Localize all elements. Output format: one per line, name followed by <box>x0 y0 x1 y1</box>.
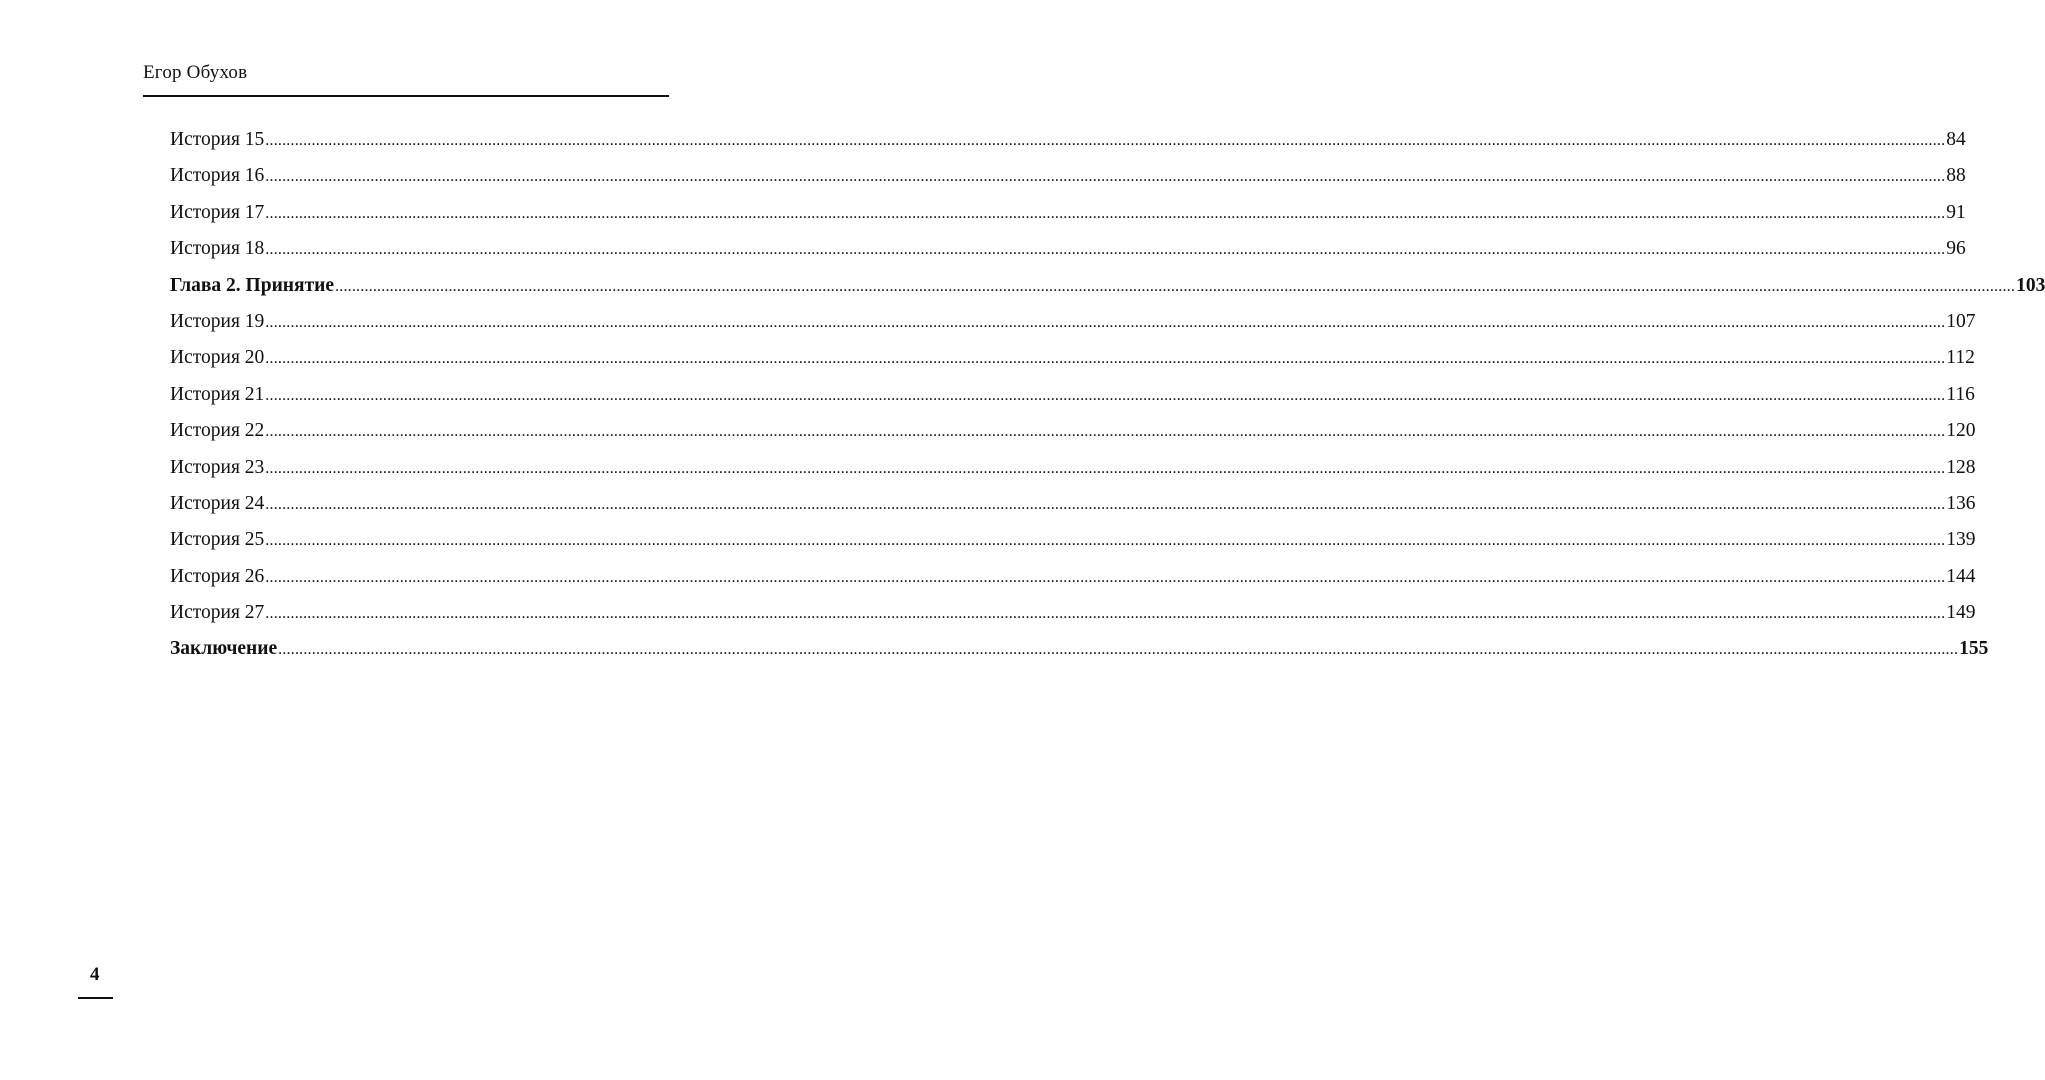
toc-entry <box>170 268 2045 304</box>
toc-entry-title: История 26 <box>170 565 265 587</box>
toc-leader-dots: ................................................................................................................................................................................................................................................................................................................................................................................................................ <box>278 641 1959 659</box>
toc-leader-dots: ................................................................................................................................................................................................................................................................................................................................................................................................................ <box>265 568 1946 586</box>
toc-entry <box>170 231 1966 267</box>
toc-entry-page: 149 <box>1946 602 1976 624</box>
toc-entry-page: 144 <box>1946 565 1976 587</box>
toc-entry <box>170 304 1976 340</box>
toc-entry-title: История 19 <box>170 310 265 332</box>
toc-entry-page: 112 <box>1946 347 1975 369</box>
toc-entry <box>170 450 1976 486</box>
toc-entry-page: 139 <box>1946 529 1976 551</box>
page-number: 4 <box>90 964 100 985</box>
toc-leader-dots: ................................................................................................................................................................................................................................................................................................................................................................................................................ <box>265 204 1946 222</box>
toc-leader-dots: ................................................................................................................................................................................................................................................................................................................................................................................................................ <box>265 241 1946 259</box>
toc-leader-dots: ................................................................................................................................................................................................................................................................................................................................................................................................................ <box>335 277 2016 295</box>
toc-leader-dots: ................................................................................................................................................................................................................................................................................................................................................................................................................ <box>265 423 1946 441</box>
toc-leader-dots: ................................................................................................................................................................................................................................................................................................................................................................................................................ <box>265 132 1946 149</box>
toc-entry-page: 84 <box>1946 129 1966 150</box>
toc-entry-title: История 15 <box>170 129 265 150</box>
toc-leader-dots: ................................................................................................................................................................................................................................................................................................................................................................................................................ <box>265 459 1946 477</box>
toc-entry-page: 107 <box>1946 310 1976 332</box>
toc-entry-title: История 22 <box>170 420 265 442</box>
toc-entry <box>170 559 1976 595</box>
toc-entry-title: История 16 <box>170 165 265 187</box>
toc-leader-dots: ................................................................................................................................................................................................................................................................................................................................................................................................................ <box>265 350 1946 368</box>
toc-entry-page: 91 <box>1946 201 1966 223</box>
toc-entry-title: История 18 <box>170 238 265 260</box>
toc-leader-dots: ................................................................................................................................................................................................................................................................................................................................................................................................................ <box>265 532 1946 550</box>
toc-entry-page: 128 <box>1946 456 1976 478</box>
toc-entry <box>170 122 1966 158</box>
toc-entry-title: История 20 <box>170 347 265 369</box>
toc-leader-dots: ................................................................................................................................................................................................................................................................................................................................................................................................................ <box>265 495 1946 513</box>
toc-entry-page: 103 <box>2016 274 2045 296</box>
toc-entry <box>170 377 1975 413</box>
toc-entry-page: 96 <box>1946 238 1966 260</box>
running-head-author: Егор Обухов <box>143 62 248 83</box>
toc-entry <box>170 158 1966 194</box>
toc-entry-title: История 25 <box>170 529 265 551</box>
toc-entry <box>170 522 1976 558</box>
toc-entry-page: 116 <box>1946 383 1975 405</box>
toc-entry-page: 136 <box>1946 492 1976 514</box>
toc-entry-title: История 24 <box>170 492 265 514</box>
toc-entry-title: История 27 <box>170 602 265 624</box>
toc-entry <box>170 631 1989 667</box>
toc-entry-page: 120 <box>1946 420 1976 442</box>
table-of-contents <box>170 122 2045 668</box>
toc-leader-dots: ................................................................................................................................................................................................................................................................................................................................................................................................................ <box>265 168 1946 186</box>
footer-rule <box>78 997 113 999</box>
toc-entry <box>170 595 1976 631</box>
toc-entry-title: Глава 2. Принятие <box>170 274 335 296</box>
toc-entry-page: 155 <box>1959 638 1989 660</box>
toc-leader-dots: ................................................................................................................................................................................................................................................................................................................................................................................................................ <box>265 386 1946 404</box>
toc-entry <box>170 340 1975 376</box>
toc-entry-title: История 23 <box>170 456 265 478</box>
toc-leader-dots: ................................................................................................................................................................................................................................................................................................................................................................................................................ <box>265 605 1946 623</box>
toc-entry-title: История 17 <box>170 201 265 223</box>
toc-entry-title: Заключение <box>170 638 278 660</box>
header-rule <box>143 95 669 97</box>
toc-entry-title: История 21 <box>170 383 265 405</box>
toc-entry-page: 88 <box>1946 165 1966 187</box>
toc-leader-dots: ................................................................................................................................................................................................................................................................................................................................................................................................................ <box>265 313 1946 331</box>
toc-entry <box>170 486 1976 522</box>
toc-entry <box>170 195 1966 231</box>
toc-entry <box>170 413 1976 449</box>
